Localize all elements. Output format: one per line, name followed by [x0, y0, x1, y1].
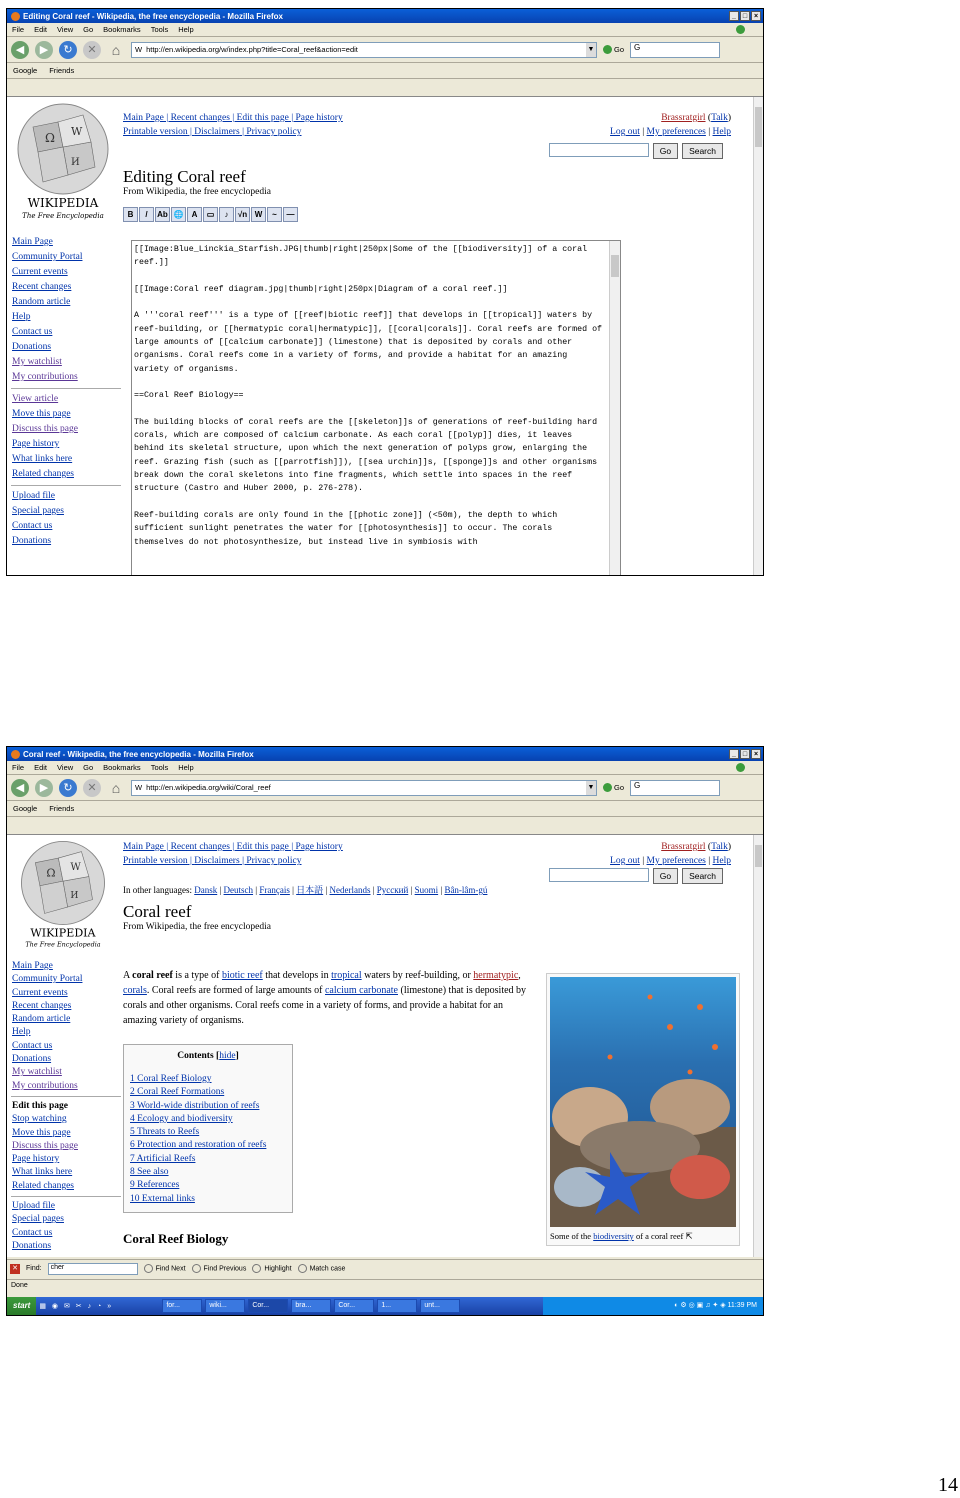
- math-icon[interactable]: √n: [235, 207, 250, 222]
- wiki-sidebar: [11, 835, 121, 1256]
- wiki-content: [123, 97, 751, 222]
- toc-header: Contents [hide]: [177, 1051, 239, 1061]
- toc-item[interactable]: 4 Ecology and biodiversity: [130, 1113, 233, 1124]
- system-tray: [543, 1297, 763, 1315]
- talk-link[interactable]: Talk: [711, 113, 728, 123]
- nav-current-events[interactable]: Current events: [12, 987, 68, 998]
- browser-search-input[interactable]: G: [630, 42, 720, 58]
- window-title: Coral reef - Wikipedia, the free encyclopedia - Mozilla Firefox: [23, 749, 254, 759]
- toc-item[interactable]: 5 Threats to Reefs: [130, 1127, 200, 1138]
- menu-edit[interactable]: Edit: [34, 763, 48, 772]
- edit-text: [[Image:Blue_Linckia_Starfish.JPG|thumb|right|250px|Some of the [[biodiversity]] of a coral reef.]] [[Image:Coral reef diagram.jpg|thumb|right|250px|Diagram of a coral reef.]] A '''coral reef''' is a type of [[reef|biotic reef]] that develops in [[tropical]] waters by reef-building, or [[hermatypic coral|hermatypic]], [[coral|corals]]. Coral reefs are formed of large amounts of [[calcium carbonate]] (limestone) that is deposited by corals and other organisms. Coral reefs come in a variety of forms, and provide a habitat for an amazing variety of organisms. ==Coral Reef Biology== The building blocks of coral reefs are the [[skeleton]]s of generations of reef-building hard corals, which are composed of calcium carbonate. As each coral [[polyp]] dies, it leaves behind its skeletal structure, upon which the next generation of polyps grow, enlarging the reef. Grazing fish (such as [[parrotfish]]), [[sea urchin]]s, [[sponge]]s and other organisms break down the coral skeletons into fine fragments, which settle into spaces in the reef structure (Castro and Huber 2000, p. 276-278). Reef-building corals are only found in the [[photic zone]] (<50m), the depth to which sufficient sunlight penetrates the water for [[photosynthesis]] to occur. The corals themselves do not photosynthesize, but instead live in symbiosis with: [134, 245, 603, 547]
- image-thumbnail: [546, 973, 740, 1246]
- taskbar-item[interactable]: wiki...: [205, 1299, 245, 1313]
- toolbox-upload-file[interactable]: Upload file: [12, 1201, 56, 1212]
- toc-item[interactable]: 7 Artificial Reefs: [130, 1153, 196, 1164]
- taskbar-item[interactable]: Cor...: [334, 1299, 374, 1313]
- url-bar[interactable]: [131, 780, 597, 796]
- lang-minnan[interactable]: Bân-lâm-gú: [444, 885, 488, 895]
- page-subtitle: From Wikipedia, the free encyclopedia: [123, 922, 271, 932]
- toolbox-contact-us[interactable]: Contact us: [12, 1227, 53, 1238]
- windows-taskbar: [7, 1297, 763, 1315]
- image-icon[interactable]: ▭: [203, 207, 218, 222]
- nav-portlet: [11, 232, 121, 389]
- navigation-toolbar: [7, 37, 763, 63]
- action-discuss-page[interactable]: Discuss this page: [12, 1140, 78, 1151]
- nav-contact-us[interactable]: Contact us: [12, 327, 53, 337]
- top-link-privacy[interactable]: Privacy policy: [246, 856, 302, 866]
- firefox-icon: [11, 12, 20, 21]
- window-title: Editing Coral reef - Wikipedia, the free encyclopedia - Mozilla Firefox: [23, 11, 283, 21]
- action-move-page[interactable]: Move this page: [12, 1127, 71, 1138]
- taskbar-item[interactable]: bra...: [291, 1299, 331, 1313]
- media-icon[interactable]: ♪: [219, 207, 234, 222]
- nowiki-icon[interactable]: W: [251, 207, 266, 222]
- wiki-go-button[interactable]: Go: [653, 143, 678, 159]
- edit-toolbar: [123, 207, 751, 222]
- toolbox-contact-us[interactable]: Contact us: [12, 521, 53, 531]
- svg-text:W: W: [70, 862, 81, 874]
- help-link[interactable]: Help: [712, 856, 731, 866]
- svg-text:The Free Encyclopedia: The Free Encyclopedia: [25, 940, 101, 949]
- go-button[interactable]: [603, 45, 624, 54]
- stop-icon[interactable]: ✕: [83, 41, 101, 59]
- nav-portlet: [11, 960, 121, 1097]
- svg-text:The Free Encyclopedia: The Free Encyclopedia: [22, 212, 104, 220]
- top-link-disclaimers[interactable]: Disclaimers: [194, 127, 240, 137]
- menu-file[interactable]: File: [12, 25, 25, 34]
- url-bar[interactable]: [131, 42, 597, 58]
- toc-item[interactable]: 2 Coral Reef Formations: [130, 1087, 225, 1098]
- action-edit-page[interactable]: Edit this page: [12, 1100, 68, 1111]
- toolbox-special-pages[interactable]: Special pages: [12, 506, 64, 516]
- top-link-page-history[interactable]: Page history: [295, 113, 343, 123]
- menu-bar: [7, 23, 763, 37]
- action-page-history[interactable]: Page history: [12, 439, 60, 449]
- toc-item[interactable]: 3 World-wide distribution of reefs: [130, 1100, 260, 1111]
- intro-text: ,: [518, 970, 521, 981]
- action-view-article[interactable]: View article: [12, 394, 59, 404]
- action-discuss-page[interactable]: Discuss this page: [12, 424, 78, 434]
- logout-link[interactable]: Log out: [610, 127, 640, 137]
- top-link-edit-page[interactable]: Edit this page: [236, 113, 289, 123]
- link-calcium-carbonate[interactable]: calcium carbonate: [324, 985, 398, 996]
- wiki-search-input[interactable]: [549, 143, 649, 157]
- nav-donations[interactable]: Donations: [12, 342, 52, 352]
- toc-hide-link[interactable]: hide: [219, 1051, 236, 1061]
- top-link-edit-page[interactable]: Edit this page: [236, 842, 289, 852]
- nav-my-watchlist[interactable]: My watchlist: [12, 357, 62, 367]
- lang-deutsch[interactable]: Deutsch: [223, 885, 254, 895]
- top-link-recent-changes[interactable]: Recent changes: [170, 842, 230, 852]
- toolbox-special-pages[interactable]: Special pages: [12, 1214, 64, 1225]
- user-link[interactable]: Brassratgirl: [661, 113, 706, 123]
- wiki-search-button[interactable]: Search: [682, 868, 723, 884]
- minimize-button[interactable]: _: [729, 11, 739, 21]
- nav-current-events[interactable]: Current events: [12, 267, 68, 277]
- action-what-links-here[interactable]: What links here: [12, 454, 73, 464]
- find-bar: [7, 1259, 763, 1277]
- menu-tools[interactable]: Tools: [150, 763, 169, 772]
- svg-text:WIKIPEDIA: WIKIPEDIA: [30, 926, 96, 940]
- page-scrollbar[interactable]: [753, 97, 763, 575]
- menu-go[interactable]: Go: [83, 25, 94, 34]
- lang-japanese[interactable]: 日本語: [296, 885, 324, 895]
- help-link[interactable]: Help: [712, 127, 731, 137]
- top-link-printable[interactable]: Printable version: [123, 856, 188, 866]
- lang-nederlands[interactable]: Nederlands: [329, 885, 371, 895]
- stop-icon[interactable]: ✕: [83, 779, 101, 797]
- wikipedia-logo[interactable]: [13, 835, 113, 955]
- top-link-main-page[interactable]: Main Page: [123, 842, 164, 852]
- page-subtitle: From Wikipedia, the free encyclopedia: [123, 187, 271, 197]
- reload-icon[interactable]: ↻: [59, 41, 77, 59]
- wiki-search: [549, 868, 723, 884]
- intro-text: that develops in: [262, 970, 332, 981]
- menu-help[interactable]: Help: [178, 763, 194, 772]
- nav-main-page[interactable]: Main Page: [12, 237, 53, 247]
- home-icon[interactable]: ⌂: [111, 779, 121, 796]
- menu-bookmarks[interactable]: Bookmarks: [103, 763, 141, 772]
- caption-text: of a coral reef: [633, 1231, 684, 1241]
- nav-recent-changes[interactable]: Recent changes: [12, 1000, 72, 1011]
- intro-text: is a type of: [172, 970, 222, 981]
- go-icon: [603, 783, 612, 792]
- user-link[interactable]: Brassratgirl: [661, 842, 706, 852]
- match-case-checkbox[interactable]: Match case: [298, 1264, 346, 1273]
- find-label: Find:: [26, 1265, 42, 1272]
- top-link-printable[interactable]: Printable version: [123, 127, 188, 137]
- menu-help[interactable]: Help: [178, 25, 194, 34]
- svg-text:Ω: Ω: [46, 866, 56, 880]
- taskbar-item-active[interactable]: Cor...: [248, 1299, 288, 1313]
- url-text: http://en.wikipedia.org/wiki/Coral_reef: [146, 783, 271, 792]
- window-titlebar: [7, 747, 763, 761]
- start-button[interactable]: start: [7, 1297, 36, 1315]
- find-previous-button[interactable]: Find Previous: [192, 1264, 247, 1273]
- lang-suomi[interactable]: Suomi: [414, 885, 439, 895]
- intro-text: waters by reef-building, or: [361, 970, 474, 981]
- navigation-toolbar: [7, 775, 763, 801]
- page-viewport: [7, 834, 763, 1257]
- nav-my-contributions[interactable]: My contributions: [12, 1080, 78, 1091]
- headline-icon[interactable]: A: [187, 207, 202, 222]
- action-stop-watching[interactable]: Stop watching: [12, 1114, 67, 1125]
- nav-contact-us[interactable]: Contact us: [12, 1040, 53, 1051]
- minimize-button[interactable]: _: [729, 749, 739, 759]
- wiki-sidebar: [11, 97, 121, 552]
- page-scrollbar[interactable]: [753, 835, 763, 1257]
- intro-paragraph: [123, 968, 535, 1028]
- nav-recent-changes[interactable]: Recent changes: [12, 282, 72, 292]
- image-caption: [550, 1231, 736, 1242]
- link-hermatypic[interactable]: hermatypic: [473, 970, 519, 981]
- action-related-changes[interactable]: Related changes: [12, 1180, 74, 1191]
- forward-icon[interactable]: ▶: [35, 779, 53, 797]
- menu-edit[interactable]: Edit: [34, 25, 48, 34]
- top-links: Main Page | Recent changes | Edit this page | Page history: [123, 842, 343, 852]
- toc-item[interactable]: 10 External links: [130, 1193, 195, 1204]
- clock: 11:39 PM: [727, 1302, 757, 1309]
- nav-community-portal[interactable]: Community Portal: [12, 252, 83, 262]
- menu-bookmarks[interactable]: Bookmarks: [103, 25, 141, 34]
- svg-text:И: И: [71, 157, 80, 168]
- lang-dansk[interactable]: Dansk: [194, 885, 218, 895]
- find-input[interactable]: cher: [48, 1263, 138, 1275]
- bookmark-friends[interactable]: Friends: [49, 66, 75, 75]
- nav-donations[interactable]: Donations: [12, 1054, 52, 1065]
- go-label: Go: [614, 783, 625, 792]
- svg-text:WIKIPEDIA: WIKIPEDIA: [27, 196, 99, 210]
- bookmark-google[interactable]: Google: [13, 804, 38, 813]
- site-favicon: W: [135, 783, 143, 792]
- language-bar: In other languages: Dansk | Deutsch | Français | 日本語 | Nederlands | Русский | Suomi | Bân-lâm-gú: [123, 885, 488, 895]
- highlight-button[interactable]: Highlight: [252, 1264, 291, 1273]
- nav-help[interactable]: Help: [12, 312, 31, 322]
- quicklaunch-icons[interactable]: ▦ ◉ ✉ ✂ ♪ ◔ »: [39, 1303, 114, 1310]
- action-related-changes[interactable]: Related changes: [12, 469, 74, 479]
- tray-icons[interactable]: ◐ ⚙ ◎ ▣ ♫ ✦ ◈: [674, 1302, 728, 1309]
- top-link-recent-changes[interactable]: Recent changes: [170, 113, 230, 123]
- top-links: Main Page | Recent changes | Edit this page | Page history: [123, 113, 343, 123]
- horizontal-line-icon[interactable]: —: [283, 207, 298, 222]
- link-biodiversity[interactable]: biodiversity: [593, 1231, 634, 1241]
- page-number: 14: [938, 1474, 958, 1496]
- lang-russian[interactable]: Русский: [376, 885, 409, 895]
- top-link-main-page[interactable]: Main Page: [123, 113, 164, 123]
- taskbar-item[interactable]: unt...: [420, 1299, 460, 1313]
- page-title: Coral reef: [123, 902, 192, 921]
- firefox-icon: [11, 750, 20, 759]
- go-label: Go: [614, 45, 625, 54]
- close-button[interactable]: ×: [751, 749, 761, 759]
- coral-reef-photo[interactable]: [550, 977, 736, 1227]
- wiki-search-input[interactable]: [549, 868, 649, 882]
- toolbox-donations[interactable]: Donations: [12, 536, 52, 546]
- magnify-icon[interactable]: ⇱: [685, 1231, 693, 1241]
- link-corals[interactable]: corals: [123, 985, 147, 996]
- bookmarks-toolbar: [7, 63, 763, 79]
- toc-title: Contents: [177, 1051, 214, 1061]
- preferences-link[interactable]: My preferences: [646, 856, 706, 866]
- screenshot-article-page: [6, 746, 764, 1316]
- back-icon[interactable]: ◀: [11, 779, 29, 797]
- section-heading: Coral Reef Biology: [123, 1230, 229, 1246]
- go-button[interactable]: [603, 783, 624, 792]
- nav-my-contributions[interactable]: My contributions: [12, 372, 78, 382]
- maximize-button[interactable]: □: [740, 11, 750, 21]
- page-viewport: [7, 96, 763, 575]
- toc-item[interactable]: 8 See also: [130, 1167, 169, 1178]
- wiki-go-button[interactable]: Go: [653, 868, 678, 884]
- link-biotic-reef[interactable]: biotic reef: [221, 970, 263, 981]
- textarea-scrollbar[interactable]: [609, 241, 620, 576]
- top-links-2: Printable version | Disclaimers | Privacy policy: [123, 127, 302, 137]
- toc-item[interactable]: 6 Protection and restoration of reefs: [130, 1140, 267, 1151]
- intro-text: A: [123, 970, 133, 981]
- url-text: http://en.wikipedia.org/w/index.php?title=Coral_reef&action=edit: [146, 45, 358, 54]
- toolbox-donations[interactable]: Donations: [12, 1240, 52, 1251]
- svg-text:Ω: Ω: [45, 131, 55, 145]
- menu-view[interactable]: View: [57, 763, 74, 772]
- forward-icon[interactable]: ▶: [35, 41, 53, 59]
- actions-portlet: [11, 389, 121, 486]
- intro-bold: coral reef: [132, 970, 173, 981]
- bookmarks-toolbar: [7, 801, 763, 817]
- bold-icon[interactable]: B: [123, 207, 138, 222]
- top-links-2: Printable version | Disclaimers | Privacy policy: [123, 856, 302, 866]
- browser-search-input[interactable]: G: [630, 780, 720, 796]
- logout-link[interactable]: Log out: [610, 856, 640, 866]
- preferences-link[interactable]: My preferences: [646, 127, 706, 137]
- toc-item[interactable]: 9 References: [130, 1180, 180, 1191]
- status-bar: Done: [7, 1279, 763, 1292]
- actions-portlet: [11, 1097, 121, 1197]
- top-link-page-history[interactable]: Page history: [295, 842, 343, 852]
- action-move-page[interactable]: Move this page: [12, 409, 71, 419]
- language-label: In other languages:: [123, 885, 192, 895]
- nav-help[interactable]: Help: [12, 1027, 31, 1038]
- wiki-search-button[interactable]: Search: [682, 143, 723, 159]
- home-icon[interactable]: ⌂: [111, 41, 121, 58]
- top-link-disclaimers[interactable]: Disclaimers: [194, 856, 240, 866]
- wiki-search: [549, 143, 723, 159]
- italic-icon[interactable]: /: [139, 207, 154, 222]
- nav-main-page[interactable]: Main Page: [12, 961, 53, 971]
- url-dropdown-icon[interactable]: ▼: [586, 781, 596, 795]
- bookmark-friends[interactable]: Friends: [49, 804, 75, 813]
- toolbox-upload-file[interactable]: Upload file: [12, 491, 56, 501]
- maximize-button[interactable]: □: [740, 749, 750, 759]
- toolbox-portlet: [11, 486, 121, 552]
- table-of-contents: [123, 1044, 293, 1213]
- throbber-icon: [736, 25, 745, 34]
- nav-my-watchlist[interactable]: My watchlist: [12, 1067, 62, 1078]
- svg-text:W: W: [71, 125, 83, 138]
- user-links: Brassratgirl (Talk) Log out | My preferences | Help: [610, 113, 731, 137]
- nav-random-article[interactable]: Random article: [12, 297, 71, 307]
- action-what-links-here[interactable]: What links here: [12, 1167, 73, 1178]
- nav-random-article[interactable]: Random article: [12, 1014, 71, 1025]
- site-favicon: W: [135, 45, 143, 54]
- caption-text: Some of the: [550, 1231, 594, 1241]
- url-dropdown-icon[interactable]: ▼: [586, 43, 596, 57]
- throbber-icon: [736, 763, 745, 772]
- lang-francais[interactable]: Français: [259, 885, 290, 895]
- edit-textarea[interactable]: [131, 240, 621, 576]
- go-icon: [603, 45, 612, 54]
- menu-tools[interactable]: Tools: [150, 25, 169, 34]
- screenshot-edit-page: [6, 8, 764, 576]
- menu-go[interactable]: Go: [83, 763, 94, 772]
- user-links: Brassratgirl (Talk) Log out | My preferences | Help: [610, 842, 731, 866]
- top-link-privacy[interactable]: Privacy policy: [246, 127, 302, 137]
- signature-icon[interactable]: ~: [267, 207, 282, 222]
- nav-community-portal[interactable]: Community Portal: [12, 974, 83, 985]
- page-title: Editing Coral reef: [123, 167, 246, 186]
- menu-bar: [7, 761, 763, 775]
- taskbar-item[interactable]: 1...: [377, 1299, 417, 1313]
- link-tropical[interactable]: tropical: [331, 970, 362, 981]
- external-link-icon[interactable]: 🌐: [171, 207, 186, 222]
- find-next-button[interactable]: Find Next: [144, 1264, 186, 1273]
- action-page-history[interactable]: Page history: [12, 1154, 60, 1165]
- bookmark-google[interactable]: Google: [13, 66, 38, 75]
- internal-link-icon[interactable]: Ab: [155, 207, 170, 222]
- close-button[interactable]: ×: [751, 11, 761, 21]
- back-icon[interactable]: ◀: [11, 41, 29, 59]
- taskbar-item[interactable]: for...: [162, 1299, 202, 1313]
- talk-link[interactable]: Talk: [711, 842, 728, 852]
- menu-file[interactable]: File: [12, 763, 25, 772]
- findbar-close-icon[interactable]: ✕: [10, 1264, 20, 1274]
- svg-text:И: И: [70, 889, 79, 901]
- intro-text: . Coral reefs are formed of large amounts of: [146, 985, 325, 996]
- menu-view[interactable]: View: [57, 25, 74, 34]
- toc-item[interactable]: 1 Coral Reef Biology: [130, 1074, 212, 1084]
- window-titlebar: [7, 9, 763, 23]
- reload-icon[interactable]: ↻: [59, 779, 77, 797]
- toolbox-portlet: [11, 1197, 121, 1256]
- wikipedia-logo[interactable]: [13, 97, 113, 227]
- intro-text: (limestone) that is deposited by corals and other organisms. Coral reefs come in a variety of forms, and provide a habitat for an amazing variety of organisms.: [123, 985, 527, 1026]
